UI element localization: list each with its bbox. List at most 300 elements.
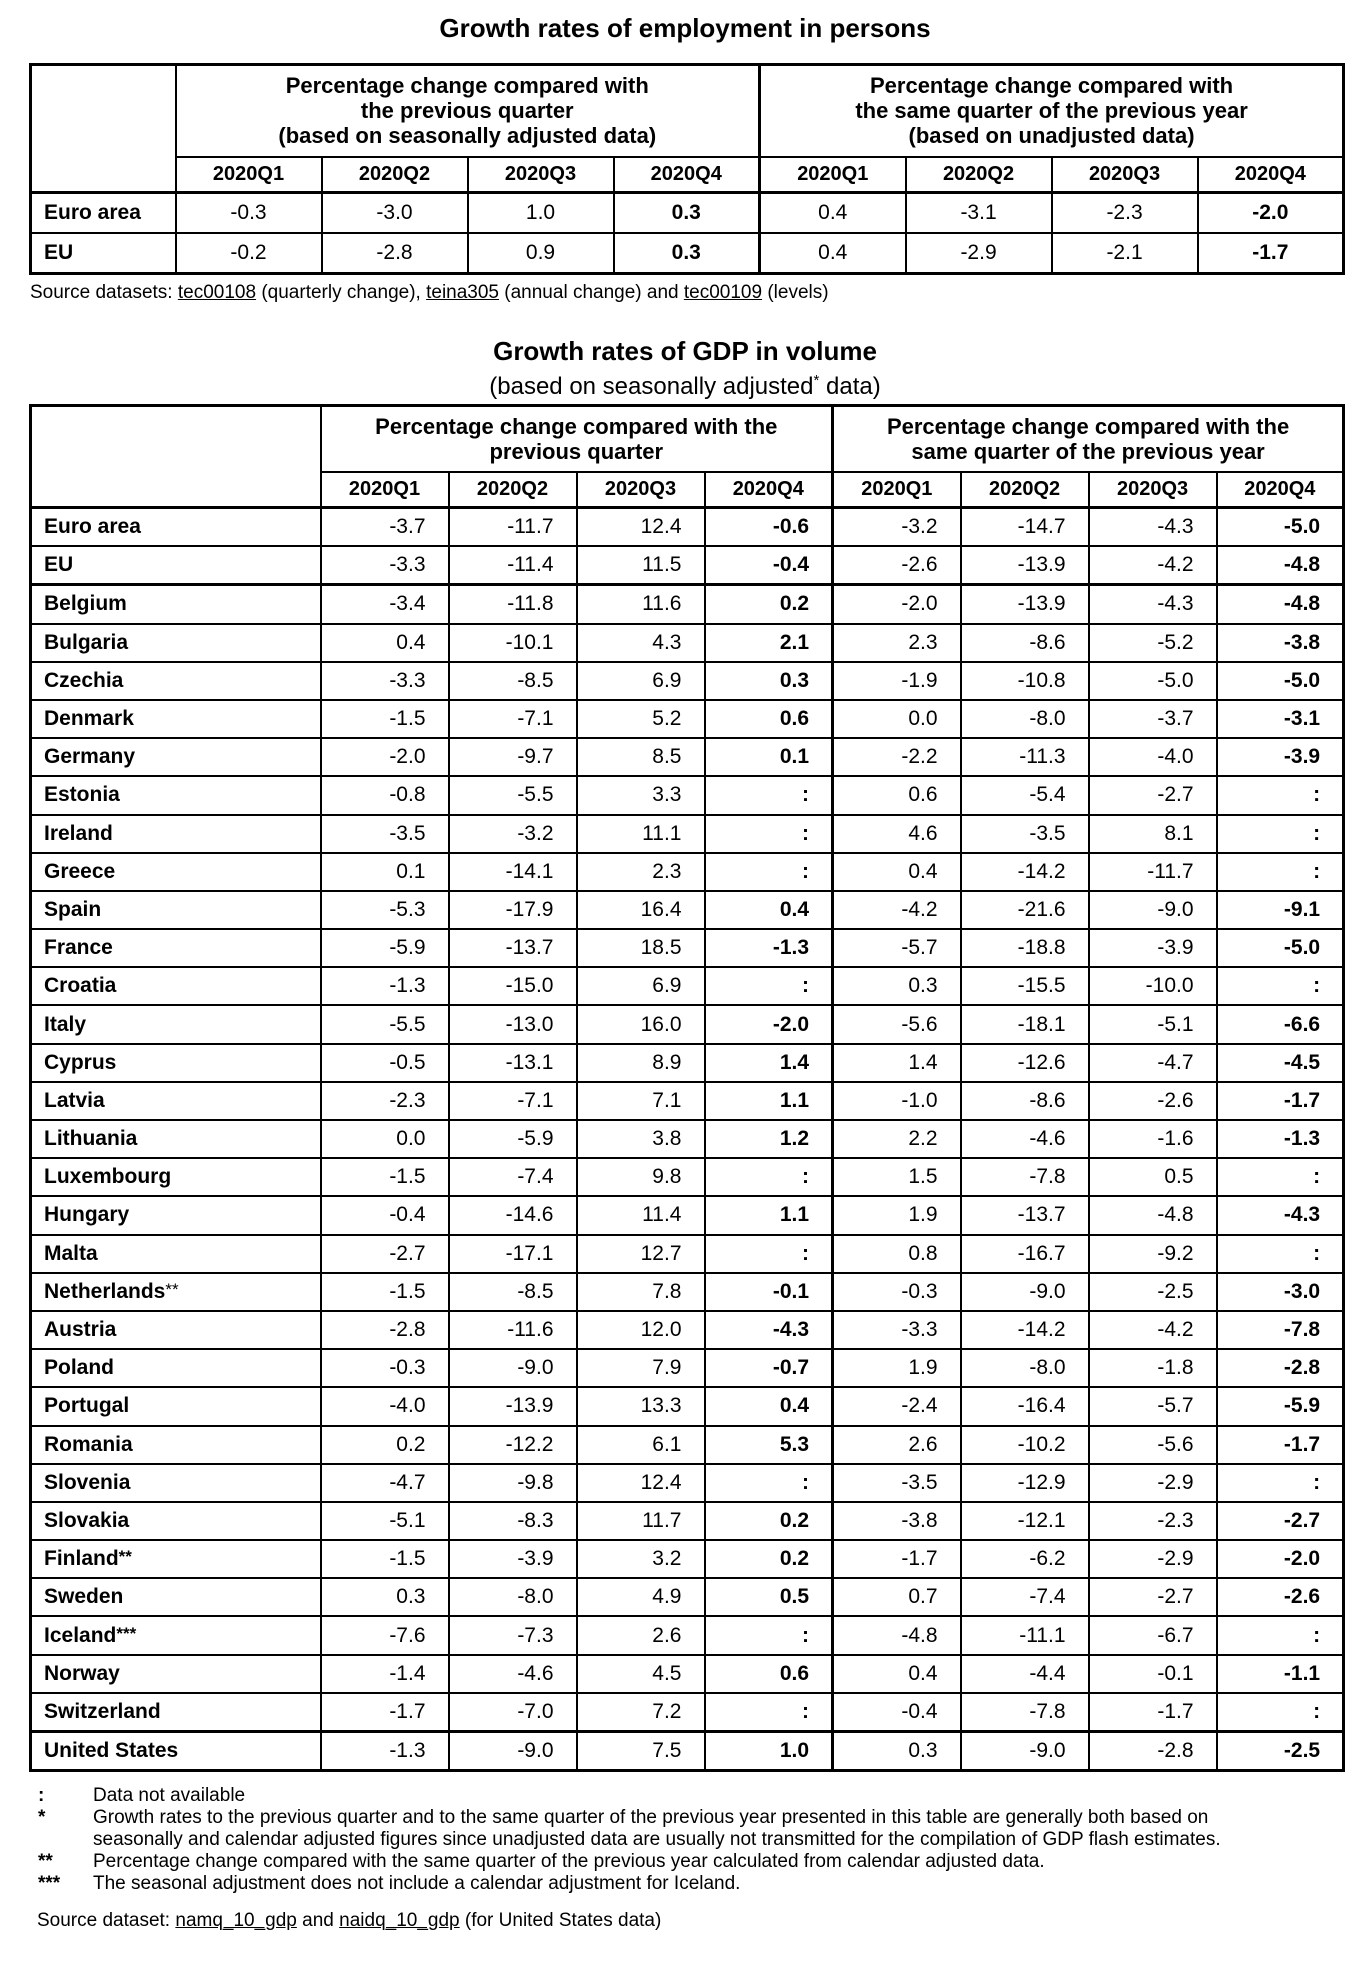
table-cell: 0.7: [833, 1578, 961, 1616]
table-cell: -4.5: [1217, 1044, 1344, 1082]
table-cell: -3.8: [833, 1502, 961, 1540]
table-cell: -13.1: [449, 1044, 577, 1082]
row-label: [31, 700, 321, 738]
gdp-corner-cell: [31, 406, 321, 508]
table-cell: -3.4: [321, 585, 449, 624]
table-cell: 1.4: [705, 1044, 833, 1082]
gdp-quarter-label: 2020Q4: [1217, 472, 1344, 508]
table-cell: -1.7: [1089, 1693, 1217, 1732]
table-cell: 7.2: [577, 1693, 705, 1732]
table-cell: :: [705, 1693, 833, 1732]
table-cell: -11.1: [961, 1616, 1089, 1654]
table-cell: 0.3: [833, 1732, 961, 1771]
row-label-text: Estonia: [44, 783, 120, 807]
table-row: [31, 1578, 1344, 1616]
table-cell: 4.3: [577, 624, 705, 662]
table-cell: -5.9: [1217, 1387, 1344, 1425]
table-cell: -2.6: [833, 546, 961, 585]
table-cell: -4.3: [1089, 508, 1217, 547]
row-label: [31, 1120, 321, 1158]
table-cell: -3.7: [321, 508, 449, 547]
table-cell: -2.9: [1089, 1540, 1217, 1578]
employment-quarter-label: 2020Q1: [760, 157, 906, 193]
table-cell: 0.0: [833, 700, 961, 738]
table-row: [31, 1502, 1344, 1540]
gdp-title: Growth rates of GDP in volume: [493, 336, 877, 366]
table-cell: -2.5: [1089, 1273, 1217, 1311]
table-cell: -8.3: [449, 1502, 577, 1540]
table-cell: 1.4: [833, 1044, 961, 1082]
table-cell: -2.0: [705, 1005, 833, 1043]
table-cell: -3.2: [449, 815, 577, 853]
table-cell: 0.2: [321, 1426, 449, 1464]
table-cell: -2.7: [321, 1235, 449, 1273]
table-cell: -3.2: [833, 508, 961, 547]
employment-group1-line3: (based on seasonally adjusted data): [278, 123, 657, 149]
gdp-group-previous-quarter: [321, 406, 833, 472]
table-cell: 11.4: [577, 1196, 705, 1234]
table-cell: -5.0: [1217, 662, 1344, 700]
table-row: [31, 1732, 1344, 1771]
table-cell: 0.0: [321, 1120, 449, 1158]
table-cell: 0.1: [705, 738, 833, 776]
footnote: [28, 1873, 1348, 1895]
table-cell: -9.0: [961, 1732, 1089, 1771]
table-cell: :: [705, 815, 833, 853]
table-cell: -2.8: [1089, 1732, 1217, 1771]
row-label: [31, 192, 176, 233]
table-row: [31, 1464, 1344, 1502]
table-cell: 0.3: [321, 1578, 449, 1616]
row-label-text: Slovakia: [44, 1508, 130, 1532]
table-cell: -8.0: [449, 1578, 577, 1616]
table-row: [31, 1426, 1344, 1464]
table-cell: :: [1217, 967, 1344, 1005]
table-row: [31, 929, 1344, 967]
footnote-symbol: *: [38, 1807, 46, 1828]
row-label: [31, 1578, 321, 1616]
table-cell: 0.6: [705, 1655, 833, 1693]
source-link-namq-10-gdp[interactable]: namq_10_gdp: [175, 1910, 297, 1931]
row-label-text: Bulgaria: [44, 630, 129, 654]
table-cell: -2.3: [1089, 1502, 1217, 1540]
row-label-text: Spain: [44, 897, 102, 921]
employment-table: [29, 63, 1345, 275]
row-label: [31, 1196, 321, 1234]
table-cell: 0.4: [705, 1387, 833, 1425]
source-text: (levels): [762, 282, 829, 303]
table-cell: 6.9: [577, 662, 705, 700]
table-cell: -11.4: [449, 546, 577, 585]
table-cell: :: [705, 1158, 833, 1196]
table-cell: -0.4: [705, 546, 833, 585]
table-row: [31, 891, 1344, 929]
table-cell: 8.1: [1089, 815, 1217, 853]
table-cell: -4.3: [1217, 1196, 1344, 1234]
table-cell: -5.0: [1217, 929, 1344, 967]
source-link-tec00109[interactable]: tec00109: [683, 282, 763, 303]
table-cell: -4.6: [961, 1120, 1089, 1158]
table-cell: :: [705, 853, 833, 891]
employment-group1-line2: the previous quarter: [360, 98, 574, 124]
row-label: [31, 1387, 321, 1425]
table-cell: 0.1: [321, 853, 449, 891]
table-cell: -4.0: [321, 1387, 449, 1425]
employment-quarter-label: 2020Q2: [322, 157, 468, 193]
table-cell: -1.3: [321, 967, 449, 1005]
table-cell: -3.5: [961, 815, 1089, 853]
table-row: [31, 1655, 1344, 1693]
table-cell: -9.1: [1217, 891, 1344, 929]
table-cell: -2.9: [1089, 1464, 1217, 1502]
table-cell: -13.0: [449, 1005, 577, 1043]
table-cell: -0.1: [1089, 1655, 1217, 1693]
table-cell: -3.3: [833, 1311, 961, 1349]
gdp-subtitle-text: (based on seasonally adjusted: [489, 373, 814, 400]
table-row: [31, 1120, 1344, 1158]
table-cell: 1.0: [705, 1732, 833, 1771]
table-cell: -14.6: [449, 1196, 577, 1234]
table-cell: -4.8: [1217, 546, 1344, 585]
gdp-group2-line2: same quarter of the previous year: [911, 438, 1265, 464]
table-cell: -2.0: [833, 585, 961, 624]
table-cell: -0.6: [705, 508, 833, 547]
table-cell: -18.8: [961, 929, 1089, 967]
table-cell: 6.9: [577, 967, 705, 1005]
row-label-text: Poland: [44, 1356, 115, 1380]
row-label-text: Lithuania: [44, 1127, 138, 1151]
table-cell: -12.6: [961, 1044, 1089, 1082]
table-cell: :: [705, 967, 833, 1005]
table-cell: -3.9: [1217, 738, 1344, 776]
table-cell: 12.0: [577, 1311, 705, 1349]
row-label-text: Finland: [44, 1547, 119, 1571]
table-cell: -5.0: [1089, 662, 1217, 700]
row-label: [31, 853, 321, 891]
gdp-table: [29, 404, 1345, 1772]
table-row: [31, 233, 1344, 274]
table-cell: -4.3: [705, 1311, 833, 1349]
table-cell: -6.2: [961, 1540, 1089, 1578]
row-label: [31, 1005, 321, 1043]
employment-quarter-label: 2020Q1: [176, 157, 322, 193]
row-label: [31, 624, 321, 662]
table-cell: -10.2: [961, 1426, 1089, 1464]
table-cell: -5.3: [321, 891, 449, 929]
table-cell: 3.3: [577, 776, 705, 814]
table-cell: -6.6: [1217, 1005, 1344, 1043]
table-cell: 0.9: [468, 233, 614, 274]
table-cell: -14.2: [961, 1311, 1089, 1349]
table-cell: 1.0: [468, 192, 614, 233]
table-cell: 9.8: [577, 1158, 705, 1196]
table-row: [31, 546, 1344, 585]
table-cell: 0.2: [705, 1540, 833, 1578]
table-cell: 0.4: [833, 1655, 961, 1693]
table-cell: -2.7: [1089, 1578, 1217, 1616]
footnote: [28, 1807, 1348, 1851]
table-cell: -1.5: [321, 1540, 449, 1578]
gdp-group1-line1: Percentage change compared with the: [375, 413, 778, 439]
table-cell: 16.4: [577, 891, 705, 929]
table-cell: -2.0: [1217, 1540, 1344, 1578]
table-cell: -2.0: [1198, 192, 1344, 233]
table-cell: -0.3: [321, 1349, 449, 1387]
row-label-text: Germany: [44, 745, 136, 769]
table-cell: 0.2: [705, 585, 833, 624]
employment-group-previous-year: [760, 65, 1344, 157]
employment-quarter-label: 2020Q3: [1052, 157, 1198, 193]
table-cell: 2.1: [705, 624, 833, 662]
table-cell: -15.5: [961, 967, 1089, 1005]
table-row: [31, 508, 1344, 547]
table-cell: :: [705, 776, 833, 814]
table-cell: -10.8: [961, 662, 1089, 700]
table-cell: 0.5: [1089, 1158, 1217, 1196]
employment-group2-line2: the same quarter of the previous year: [855, 98, 1248, 124]
table-cell: 8.9: [577, 1044, 705, 1082]
table-cell: -4.8: [1089, 1196, 1217, 1234]
table-cell: 0.4: [760, 233, 906, 274]
table-cell: -0.8: [321, 776, 449, 814]
table-cell: -7.0: [449, 1693, 577, 1732]
employment-quarter-header: [31, 157, 1344, 193]
row-label: [31, 1044, 321, 1082]
table-cell: 1.9: [833, 1196, 961, 1234]
table-cell: -3.0: [322, 192, 468, 233]
table-cell: -7.8: [961, 1158, 1089, 1196]
footnote-text: Data not available: [93, 1785, 246, 1806]
table-row: [31, 1082, 1344, 1120]
row-label-text: Euro area: [44, 200, 141, 224]
table-cell: -12.1: [961, 1502, 1089, 1540]
row-label-text: Cyprus: [44, 1050, 117, 1074]
source-link-teina305[interactable]: teina305: [426, 282, 499, 303]
employment-group2-line3: (based on unadjusted data): [908, 123, 1195, 149]
table-cell: -15.0: [449, 967, 577, 1005]
table-cell: 2.3: [577, 853, 705, 891]
table-cell: -1.0: [833, 1082, 961, 1120]
table-cell: -3.1: [906, 192, 1052, 233]
table-cell: -11.3: [961, 738, 1089, 776]
row-label-text: United States: [44, 1739, 179, 1763]
table-cell: 11.7: [577, 1502, 705, 1540]
table-cell: :: [705, 1235, 833, 1273]
row-label-text: EU: [44, 240, 74, 264]
source-text: and: [296, 1910, 340, 1931]
table-cell: -1.6: [1089, 1120, 1217, 1158]
table-cell: -5.6: [833, 1005, 961, 1043]
row-footnote-mark: **: [118, 1547, 132, 1567]
table-cell: -2.6: [1217, 1578, 1344, 1616]
table-cell: -3.3: [321, 546, 449, 585]
row-label-text: Slovenia: [44, 1470, 131, 1494]
table-cell: -5.9: [321, 929, 449, 967]
row-label: [31, 815, 321, 853]
table-cell: 1.1: [705, 1196, 833, 1234]
table-row: [31, 738, 1344, 776]
footnote: [28, 1851, 1348, 1873]
table-cell: -3.5: [321, 815, 449, 853]
table-row: [31, 624, 1344, 662]
row-label: [31, 967, 321, 1005]
table-cell: -14.1: [449, 853, 577, 891]
table-cell: 7.5: [577, 1732, 705, 1771]
table-row: [31, 1273, 1344, 1311]
gdp-subtitle: [0, 367, 1370, 401]
table-cell: 7.9: [577, 1349, 705, 1387]
table-cell: -13.7: [449, 929, 577, 967]
table-cell: 1.1: [705, 1082, 833, 1120]
table-cell: 0.3: [705, 662, 833, 700]
table-cell: -21.6: [961, 891, 1089, 929]
table-cell: -3.0: [1217, 1273, 1344, 1311]
row-label: [31, 585, 321, 624]
table-cell: -6.7: [1089, 1616, 1217, 1654]
row-footnote-mark: ***: [116, 1623, 137, 1643]
table-row: [31, 1196, 1344, 1234]
table-row: [31, 192, 1344, 233]
row-label-text: Romania: [44, 1432, 133, 1456]
source-text: (annual change) and: [499, 282, 684, 303]
row-label-text: Norway: [44, 1661, 120, 1685]
table-cell: -1.5: [321, 1158, 449, 1196]
table-cell: 11.1: [577, 815, 705, 853]
table-cell: -2.7: [1217, 1502, 1344, 1540]
table-cell: 2.6: [577, 1616, 705, 1654]
row-label: [31, 929, 321, 967]
row-label-text: Hungary: [44, 1203, 130, 1227]
table-cell: -0.7: [705, 1349, 833, 1387]
source-prefix: Source dataset:: [37, 1910, 176, 1931]
table-cell: -3.3: [321, 662, 449, 700]
table-cell: 0.3: [833, 967, 961, 1005]
table-cell: -4.2: [833, 891, 961, 929]
table-cell: -2.1: [1052, 233, 1198, 274]
table-cell: -8.0: [961, 700, 1089, 738]
source-link-naidq-10-gdp[interactable]: naidq_10_gdp: [339, 1910, 460, 1931]
row-label: [31, 546, 321, 585]
table-cell: -5.5: [321, 1005, 449, 1043]
table-cell: -0.4: [321, 1196, 449, 1234]
gdp-group1-line2: previous quarter: [489, 438, 664, 464]
row-label: [31, 1732, 321, 1771]
table-cell: -0.3: [176, 192, 322, 233]
employment-quarter-label: 2020Q3: [468, 157, 614, 193]
table-cell: -12.2: [449, 1426, 577, 1464]
employment-group2-line1: Percentage change compared with: [869, 73, 1234, 99]
footnote-text: The seasonal adjustment does not include a calendar adjustment for Iceland.: [93, 1873, 741, 1894]
table-cell: :: [1217, 1693, 1344, 1732]
table-cell: 2.2: [833, 1120, 961, 1158]
row-label: [31, 891, 321, 929]
table-cell: 2.6: [833, 1426, 961, 1464]
row-label-text: Croatia: [44, 974, 117, 998]
table-cell: -9.0: [961, 1273, 1089, 1311]
table-cell: 11.6: [577, 585, 705, 624]
table-cell: :: [1217, 1158, 1344, 1196]
table-cell: -3.7: [1089, 700, 1217, 738]
source-link-tec00108[interactable]: tec00108: [177, 282, 257, 303]
gdp-quarter-label: 2020Q2: [961, 472, 1089, 508]
table-row: [31, 662, 1344, 700]
table-cell: -0.2: [176, 233, 322, 274]
gdp-quarter-label: 2020Q1: [833, 472, 961, 508]
table-cell: -1.4: [321, 1655, 449, 1693]
table-cell: -1.5: [321, 700, 449, 738]
gdp-quarter-label: 2020Q1: [321, 472, 449, 508]
gdp-quarter-label: 2020Q3: [1089, 472, 1217, 508]
table-cell: -9.7: [449, 738, 577, 776]
row-label-text: Switzerland: [44, 1699, 161, 1723]
table-cell: 3.8: [577, 1120, 705, 1158]
table-cell: -5.5: [449, 776, 577, 814]
table-cell: -9.0: [449, 1732, 577, 1771]
table-cell: -7.1: [449, 1082, 577, 1120]
employment-title: Growth rates of employment in persons: [439, 13, 931, 43]
table-cell: -2.6: [1089, 1082, 1217, 1120]
table-cell: -13.9: [961, 585, 1089, 624]
table-cell: -2.8: [322, 233, 468, 274]
table-cell: -2.8: [1217, 1349, 1344, 1387]
table-cell: 1.2: [705, 1120, 833, 1158]
table-cell: 5.2: [577, 700, 705, 738]
row-label: [31, 1655, 321, 1693]
table-cell: 1.5: [833, 1158, 961, 1196]
table-cell: 6.1: [577, 1426, 705, 1464]
table-cell: :: [1217, 1616, 1344, 1654]
table-cell: -2.4: [833, 1387, 961, 1425]
table-cell: -4.7: [321, 1464, 449, 1502]
table-cell: 4.9: [577, 1578, 705, 1616]
row-label-text: Malta: [44, 1241, 98, 1265]
row-label-text: Belgium: [44, 592, 127, 616]
table-cell: :: [1217, 776, 1344, 814]
row-label-text: EU: [44, 553, 74, 577]
table-cell: 12.4: [577, 1464, 705, 1502]
row-label-text: Portugal: [44, 1394, 130, 1418]
table-cell: -1.9: [833, 662, 961, 700]
footnote-symbol: **: [38, 1851, 53, 1872]
row-label: [31, 1540, 321, 1578]
footnotes: [28, 1785, 1348, 1895]
employment-quarter-label: 2020Q4: [614, 157, 760, 193]
table-row: [31, 776, 1344, 814]
table-cell: 0.6: [833, 776, 961, 814]
employment-corner-cell: [31, 65, 176, 193]
gdp-group-previous-year: [833, 406, 1344, 472]
table-cell: -0.4: [833, 1693, 961, 1732]
table-cell: -11.6: [449, 1311, 577, 1349]
table-cell: :: [705, 1616, 833, 1654]
table-cell: -5.4: [961, 776, 1089, 814]
employment-group-previous-quarter: [176, 65, 760, 157]
table-cell: -3.5: [833, 1464, 961, 1502]
table-row: [31, 1235, 1344, 1273]
table-cell: -4.8: [833, 1616, 961, 1654]
table-cell: -5.7: [833, 929, 961, 967]
table-cell: -4.6: [449, 1655, 577, 1693]
gdp-subtitle-text: data): [819, 373, 881, 400]
gdp-quarter-label: 2020Q4: [705, 472, 833, 508]
table-cell: -3.8: [1217, 624, 1344, 662]
table-cell: -0.5: [321, 1044, 449, 1082]
table-cell: -4.3: [1089, 585, 1217, 624]
gdp-quarter-label: 2020Q2: [449, 472, 577, 508]
row-label: [31, 1273, 321, 1311]
table-cell: -5.1: [321, 1502, 449, 1540]
row-label: [31, 1464, 321, 1502]
